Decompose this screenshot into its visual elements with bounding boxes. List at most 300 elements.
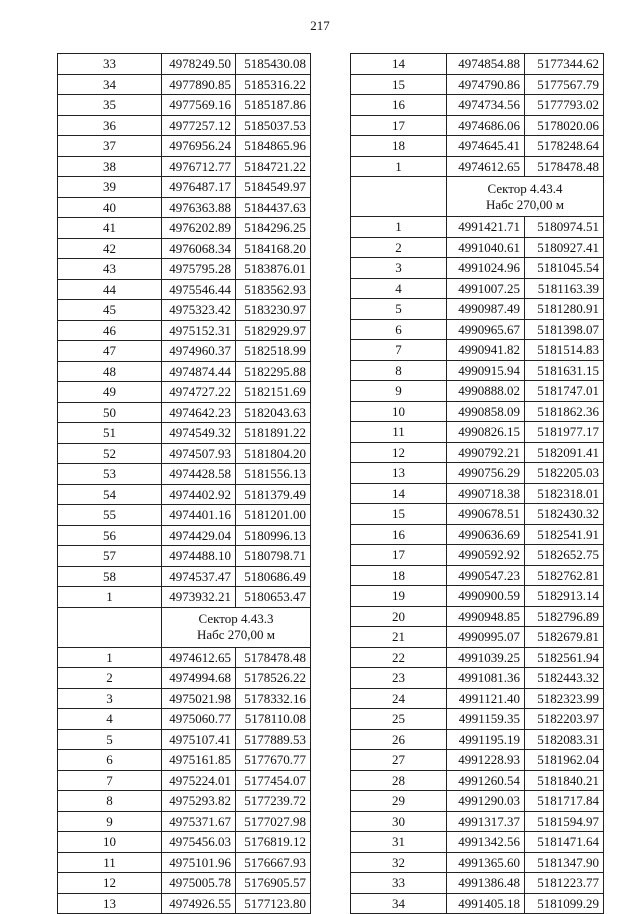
point-number-cell: 13 bbox=[58, 893, 162, 914]
y-coordinate-cell: 5182318.01 bbox=[525, 483, 604, 504]
y-coordinate-cell: 5180974.51 bbox=[525, 217, 604, 238]
point-number-cell: 13 bbox=[351, 463, 447, 484]
table-row bbox=[351, 156, 604, 177]
x-coordinate-cell: 4974926.55 bbox=[162, 893, 236, 914]
x-coordinate-cell: 4990888.02 bbox=[447, 381, 525, 402]
x-coordinate-cell: 4991290.03 bbox=[447, 791, 525, 812]
y-coordinate-cell: 5181747.01 bbox=[525, 381, 604, 402]
page-number: 217 bbox=[310, 18, 330, 33]
y-coordinate-cell: 5178248.64 bbox=[525, 136, 604, 157]
point-number-cell: 23 bbox=[351, 668, 447, 689]
sector-spacer-cell bbox=[58, 607, 162, 647]
y-coordinate-cell: 5181201.00 bbox=[236, 505, 311, 526]
point-number-cell: 57 bbox=[58, 546, 162, 567]
y-coordinate-cell: 5181280.91 bbox=[525, 299, 604, 320]
sector-title: Сектор 4.43.3 bbox=[198, 611, 274, 627]
x-coordinate-cell: 4991386.48 bbox=[447, 873, 525, 894]
y-coordinate-cell: 5182652.75 bbox=[525, 545, 604, 566]
x-coordinate-cell: 4973932.21 bbox=[162, 587, 236, 608]
table-row bbox=[351, 586, 604, 607]
x-coordinate-cell: 4974734.56 bbox=[447, 95, 525, 116]
y-coordinate-cell: 5177567.79 bbox=[525, 74, 604, 95]
x-coordinate-cell: 4976068.34 bbox=[162, 238, 236, 259]
table-row bbox=[351, 504, 604, 525]
point-number-cell: 2 bbox=[351, 237, 447, 258]
x-coordinate-cell: 4991081.36 bbox=[447, 668, 525, 689]
table-row bbox=[351, 237, 604, 258]
x-coordinate-cell: 4990987.49 bbox=[447, 299, 525, 320]
point-number-cell: 34 bbox=[351, 893, 447, 914]
table-row bbox=[58, 505, 311, 526]
table-row bbox=[351, 442, 604, 463]
x-coordinate-cell: 4974507.93 bbox=[162, 443, 236, 464]
table-row bbox=[58, 95, 311, 116]
point-number-cell: 39 bbox=[58, 177, 162, 198]
point-number-cell: 14 bbox=[351, 483, 447, 504]
table-row bbox=[351, 750, 604, 771]
table-row bbox=[351, 668, 604, 689]
x-coordinate-cell: 4991365.60 bbox=[447, 852, 525, 873]
y-coordinate-cell: 5183230.97 bbox=[236, 300, 311, 321]
y-coordinate-cell: 5177889.53 bbox=[236, 729, 311, 750]
point-number-cell: 42 bbox=[58, 238, 162, 259]
table-row bbox=[58, 647, 311, 668]
point-number-cell: 44 bbox=[58, 279, 162, 300]
y-coordinate-cell: 5176667.93 bbox=[236, 852, 311, 873]
y-coordinate-cell: 5181045.54 bbox=[525, 258, 604, 279]
y-coordinate-cell: 5184721.22 bbox=[236, 156, 311, 177]
point-number-cell: 6 bbox=[58, 750, 162, 771]
point-number-cell: 20 bbox=[351, 606, 447, 627]
x-coordinate-cell: 4976712.77 bbox=[162, 156, 236, 177]
table-row bbox=[351, 340, 604, 361]
x-coordinate-cell: 4990858.09 bbox=[447, 401, 525, 422]
x-coordinate-cell: 4990718.38 bbox=[447, 483, 525, 504]
x-coordinate-cell: 4974428.58 bbox=[162, 464, 236, 485]
point-number-cell: 22 bbox=[351, 647, 447, 668]
x-coordinate-cell: 4976202.89 bbox=[162, 218, 236, 239]
y-coordinate-cell: 5177239.72 bbox=[236, 791, 311, 812]
table-row bbox=[351, 360, 604, 381]
point-number-cell: 37 bbox=[58, 136, 162, 157]
point-number-cell: 33 bbox=[58, 54, 162, 75]
table-row bbox=[351, 729, 604, 750]
table-row bbox=[351, 893, 604, 914]
table-row bbox=[351, 811, 604, 832]
table-row bbox=[58, 566, 311, 587]
x-coordinate-cell: 4975161.85 bbox=[162, 750, 236, 771]
point-number-cell: 14 bbox=[351, 54, 447, 75]
point-number-cell: 16 bbox=[351, 95, 447, 116]
y-coordinate-cell: 5181099.29 bbox=[525, 893, 604, 914]
point-number-cell: 1 bbox=[351, 217, 447, 238]
y-coordinate-cell: 5182561.94 bbox=[525, 647, 604, 668]
x-coordinate-cell: 4991024.96 bbox=[447, 258, 525, 279]
table-row bbox=[351, 115, 604, 136]
x-coordinate-cell: 4990900.59 bbox=[447, 586, 525, 607]
table-row bbox=[58, 587, 311, 608]
point-number-cell: 21 bbox=[351, 627, 447, 648]
x-coordinate-cell: 4991228.93 bbox=[447, 750, 525, 771]
y-coordinate-cell: 5177793.02 bbox=[525, 95, 604, 116]
y-coordinate-cell: 5177454.07 bbox=[236, 770, 311, 791]
table-row bbox=[351, 217, 604, 238]
y-coordinate-cell: 5181804.20 bbox=[236, 443, 311, 464]
y-coordinate-cell: 5178478.48 bbox=[236, 647, 311, 668]
y-coordinate-cell: 5178020.06 bbox=[525, 115, 604, 136]
x-coordinate-cell: 4991421.71 bbox=[447, 217, 525, 238]
table-row bbox=[351, 545, 604, 566]
x-coordinate-cell: 4991195.19 bbox=[447, 729, 525, 750]
point-number-cell: 15 bbox=[351, 74, 447, 95]
x-coordinate-cell: 4975101.96 bbox=[162, 852, 236, 873]
x-coordinate-cell: 4991159.35 bbox=[447, 709, 525, 730]
x-coordinate-cell: 4976956.24 bbox=[162, 136, 236, 157]
x-coordinate-cell: 4975152.31 bbox=[162, 320, 236, 341]
x-coordinate-cell: 4974994.68 bbox=[162, 668, 236, 689]
x-coordinate-cell: 4990592.92 bbox=[447, 545, 525, 566]
y-coordinate-cell: 5181379.49 bbox=[236, 484, 311, 505]
table-row bbox=[351, 524, 604, 545]
point-number-cell: 7 bbox=[351, 340, 447, 361]
x-coordinate-cell: 4976487.17 bbox=[162, 177, 236, 198]
table-row bbox=[58, 197, 311, 218]
table-row bbox=[351, 136, 604, 157]
table-row bbox=[351, 791, 604, 812]
point-number-cell: 38 bbox=[58, 156, 162, 177]
sector-header-row bbox=[58, 607, 311, 647]
table-row bbox=[58, 709, 311, 730]
x-coordinate-cell: 4974727.22 bbox=[162, 382, 236, 403]
table-row bbox=[58, 136, 311, 157]
y-coordinate-cell: 5181471.64 bbox=[525, 832, 604, 853]
point-number-cell: 19 bbox=[351, 586, 447, 607]
sector-header-row bbox=[351, 177, 604, 217]
point-number-cell: 29 bbox=[351, 791, 447, 812]
x-coordinate-cell: 4990941.82 bbox=[447, 340, 525, 361]
y-coordinate-cell: 5178526.22 bbox=[236, 668, 311, 689]
table-row bbox=[58, 259, 311, 280]
x-coordinate-cell: 4991260.54 bbox=[447, 770, 525, 791]
table-row bbox=[58, 443, 311, 464]
y-coordinate-cell: 5177670.77 bbox=[236, 750, 311, 771]
y-coordinate-cell: 5180653.47 bbox=[236, 587, 311, 608]
table-row bbox=[351, 278, 604, 299]
x-coordinate-cell: 4974537.47 bbox=[162, 566, 236, 587]
y-coordinate-cell: 5181631.15 bbox=[525, 360, 604, 381]
table-row bbox=[351, 606, 604, 627]
y-coordinate-cell: 5181862.36 bbox=[525, 401, 604, 422]
point-number-cell: 1 bbox=[351, 156, 447, 177]
table-row bbox=[58, 546, 311, 567]
x-coordinate-cell: 4974790.86 bbox=[447, 74, 525, 95]
table-row bbox=[351, 832, 604, 853]
point-number-cell: 58 bbox=[58, 566, 162, 587]
y-coordinate-cell: 5185316.22 bbox=[236, 74, 311, 95]
point-number-cell: 17 bbox=[351, 545, 447, 566]
table-row bbox=[58, 811, 311, 832]
point-number-cell: 46 bbox=[58, 320, 162, 341]
point-number-cell: 16 bbox=[351, 524, 447, 545]
point-number-cell: 10 bbox=[58, 832, 162, 853]
x-coordinate-cell: 4974642.23 bbox=[162, 402, 236, 423]
y-coordinate-cell: 5182430.32 bbox=[525, 504, 604, 525]
x-coordinate-cell: 4975795.28 bbox=[162, 259, 236, 280]
table-row bbox=[58, 484, 311, 505]
y-coordinate-cell: 5181977.17 bbox=[525, 422, 604, 443]
point-number-cell: 51 bbox=[58, 423, 162, 444]
x-coordinate-cell: 4974401.16 bbox=[162, 505, 236, 526]
table-row bbox=[351, 95, 604, 116]
table-row bbox=[58, 54, 311, 75]
x-coordinate-cell: 4991040.61 bbox=[447, 237, 525, 258]
y-coordinate-cell: 5182295.88 bbox=[236, 361, 311, 382]
x-coordinate-cell: 4990547.23 bbox=[447, 565, 525, 586]
x-coordinate-cell: 4977257.12 bbox=[162, 115, 236, 136]
table-row bbox=[351, 258, 604, 279]
y-coordinate-cell: 5182151.69 bbox=[236, 382, 311, 403]
table-row bbox=[58, 341, 311, 362]
point-number-cell: 25 bbox=[351, 709, 447, 730]
point-number-cell: 53 bbox=[58, 464, 162, 485]
y-coordinate-cell: 5183876.01 bbox=[236, 259, 311, 280]
point-number-cell: 50 bbox=[58, 402, 162, 423]
x-coordinate-cell: 4975005.78 bbox=[162, 873, 236, 894]
table-row bbox=[58, 464, 311, 485]
x-coordinate-cell: 4990915.94 bbox=[447, 360, 525, 381]
y-coordinate-cell: 5184437.63 bbox=[236, 197, 311, 218]
table-row bbox=[58, 156, 311, 177]
table-row bbox=[58, 238, 311, 259]
x-coordinate-cell: 4990792.21 bbox=[447, 442, 525, 463]
sector-header bbox=[162, 607, 311, 647]
point-number-cell: 3 bbox=[351, 258, 447, 279]
table-row bbox=[58, 218, 311, 239]
point-number-cell: 1 bbox=[58, 587, 162, 608]
point-number-cell: 12 bbox=[58, 873, 162, 894]
y-coordinate-cell: 5178332.16 bbox=[236, 688, 311, 709]
point-number-cell: 15 bbox=[351, 504, 447, 525]
x-coordinate-cell: 4974874.44 bbox=[162, 361, 236, 382]
x-coordinate-cell: 4978249.50 bbox=[162, 54, 236, 75]
y-coordinate-cell: 5182443.32 bbox=[525, 668, 604, 689]
point-number-cell: 30 bbox=[351, 811, 447, 832]
point-number-cell: 2 bbox=[58, 668, 162, 689]
y-coordinate-cell: 5180686.49 bbox=[236, 566, 311, 587]
x-coordinate-cell: 4975224.01 bbox=[162, 770, 236, 791]
table-row bbox=[58, 300, 311, 321]
table-row bbox=[351, 381, 604, 402]
table-row bbox=[58, 832, 311, 853]
table-row bbox=[351, 74, 604, 95]
table-row bbox=[58, 402, 311, 423]
table-row bbox=[351, 770, 604, 791]
table-row bbox=[351, 299, 604, 320]
y-coordinate-cell: 5181347.90 bbox=[525, 852, 604, 873]
table-row bbox=[351, 54, 604, 75]
y-coordinate-cell: 5181514.83 bbox=[525, 340, 604, 361]
y-coordinate-cell: 5182518.99 bbox=[236, 341, 311, 362]
x-coordinate-cell: 4974960.37 bbox=[162, 341, 236, 362]
table-row bbox=[351, 873, 604, 894]
y-coordinate-cell: 5178110.08 bbox=[236, 709, 311, 730]
point-number-cell: 24 bbox=[351, 688, 447, 709]
point-number-cell: 18 bbox=[351, 136, 447, 157]
y-coordinate-cell: 5182796.89 bbox=[525, 606, 604, 627]
x-coordinate-cell: 4974549.32 bbox=[162, 423, 236, 444]
point-number-cell: 18 bbox=[351, 565, 447, 586]
x-coordinate-cell: 4976363.88 bbox=[162, 197, 236, 218]
x-coordinate-cell: 4991342.56 bbox=[447, 832, 525, 853]
y-coordinate-cell: 5182929.97 bbox=[236, 320, 311, 341]
table-row bbox=[58, 423, 311, 444]
x-coordinate-cell: 4975323.42 bbox=[162, 300, 236, 321]
y-coordinate-cell: 5181594.97 bbox=[525, 811, 604, 832]
point-number-cell: 55 bbox=[58, 505, 162, 526]
point-number-cell: 11 bbox=[58, 852, 162, 873]
table-row bbox=[58, 770, 311, 791]
x-coordinate-cell: 4974645.41 bbox=[447, 136, 525, 157]
y-coordinate-cell: 5177123.80 bbox=[236, 893, 311, 914]
x-coordinate-cell: 4991405.18 bbox=[447, 893, 525, 914]
point-number-cell: 8 bbox=[351, 360, 447, 381]
x-coordinate-cell: 4977890.85 bbox=[162, 74, 236, 95]
point-number-cell: 54 bbox=[58, 484, 162, 505]
table-row bbox=[58, 852, 311, 873]
table-row bbox=[351, 319, 604, 340]
point-number-cell: 40 bbox=[58, 197, 162, 218]
x-coordinate-cell: 4975293.82 bbox=[162, 791, 236, 812]
point-number-cell: 8 bbox=[58, 791, 162, 812]
y-coordinate-cell: 5182323.99 bbox=[525, 688, 604, 709]
point-number-cell: 9 bbox=[351, 381, 447, 402]
point-number-cell: 4 bbox=[351, 278, 447, 299]
sector-title: Сектор 4.43.4 bbox=[487, 180, 563, 196]
point-number-cell: 34 bbox=[58, 74, 162, 95]
x-coordinate-cell: 4975371.67 bbox=[162, 811, 236, 832]
x-coordinate-cell: 4991039.25 bbox=[447, 647, 525, 668]
x-coordinate-cell: 4975107.41 bbox=[162, 729, 236, 750]
y-coordinate-cell: 5185430.08 bbox=[236, 54, 311, 75]
x-coordinate-cell: 4974402.92 bbox=[162, 484, 236, 505]
x-coordinate-cell: 4975456.03 bbox=[162, 832, 236, 853]
table-row bbox=[58, 688, 311, 709]
point-number-cell: 43 bbox=[58, 259, 162, 280]
point-number-cell: 52 bbox=[58, 443, 162, 464]
table-row bbox=[58, 361, 311, 382]
x-coordinate-cell: 4990826.15 bbox=[447, 422, 525, 443]
point-number-cell: 10 bbox=[351, 401, 447, 422]
table-row bbox=[58, 893, 311, 914]
y-coordinate-cell: 5182762.81 bbox=[525, 565, 604, 586]
x-coordinate-cell: 4975546.44 bbox=[162, 279, 236, 300]
right-table-body bbox=[351, 54, 604, 914]
point-number-cell: 26 bbox=[351, 729, 447, 750]
point-number-cell: 56 bbox=[58, 525, 162, 546]
y-coordinate-cell: 5181398.07 bbox=[525, 319, 604, 340]
sector-height: Набс 270,00 м bbox=[196, 627, 276, 642]
point-number-cell: 32 bbox=[351, 852, 447, 873]
point-number-cell: 47 bbox=[58, 341, 162, 362]
y-coordinate-cell: 5182205.03 bbox=[525, 463, 604, 484]
table-row bbox=[351, 647, 604, 668]
table-row bbox=[58, 279, 311, 300]
point-number-cell: 5 bbox=[58, 729, 162, 750]
table-row bbox=[58, 750, 311, 771]
y-coordinate-cell: 5176819.12 bbox=[236, 832, 311, 853]
y-coordinate-cell: 5182541.91 bbox=[525, 524, 604, 545]
table-row bbox=[58, 791, 311, 812]
x-coordinate-cell: 4990636.69 bbox=[447, 524, 525, 545]
point-number-cell: 11 bbox=[351, 422, 447, 443]
x-coordinate-cell: 4974612.65 bbox=[447, 156, 525, 177]
x-coordinate-cell: 4974686.06 bbox=[447, 115, 525, 136]
y-coordinate-cell: 5181223.77 bbox=[525, 873, 604, 894]
point-number-cell: 4 bbox=[58, 709, 162, 730]
x-coordinate-cell: 4990995.07 bbox=[447, 627, 525, 648]
point-number-cell: 17 bbox=[351, 115, 447, 136]
y-coordinate-cell: 5183562.93 bbox=[236, 279, 311, 300]
point-number-cell: 6 bbox=[351, 319, 447, 340]
point-number-cell: 41 bbox=[58, 218, 162, 239]
y-coordinate-cell: 5181163.39 bbox=[525, 278, 604, 299]
table-row bbox=[58, 382, 311, 403]
x-coordinate-cell: 4991317.37 bbox=[447, 811, 525, 832]
x-coordinate-cell: 4991007.25 bbox=[447, 278, 525, 299]
right-coordinates-table bbox=[350, 53, 604, 914]
point-number-cell: 33 bbox=[351, 873, 447, 894]
table-row bbox=[351, 422, 604, 443]
x-coordinate-cell: 4974429.04 bbox=[162, 525, 236, 546]
y-coordinate-cell: 5177027.98 bbox=[236, 811, 311, 832]
table-row bbox=[351, 463, 604, 484]
y-coordinate-cell: 5182091.41 bbox=[525, 442, 604, 463]
y-coordinate-cell: 5180996.13 bbox=[236, 525, 311, 546]
y-coordinate-cell: 5176905.57 bbox=[236, 873, 311, 894]
x-coordinate-cell: 4977569.16 bbox=[162, 95, 236, 116]
y-coordinate-cell: 5182679.81 bbox=[525, 627, 604, 648]
point-number-cell: 12 bbox=[351, 442, 447, 463]
y-coordinate-cell: 5184168.20 bbox=[236, 238, 311, 259]
table-row bbox=[351, 401, 604, 422]
y-coordinate-cell: 5177344.62 bbox=[525, 54, 604, 75]
table-row bbox=[58, 873, 311, 894]
point-number-cell: 5 bbox=[351, 299, 447, 320]
point-number-cell: 3 bbox=[58, 688, 162, 709]
point-number-cell: 31 bbox=[351, 832, 447, 853]
x-coordinate-cell: 4975021.98 bbox=[162, 688, 236, 709]
y-coordinate-cell: 5182083.31 bbox=[525, 729, 604, 750]
left-coordinates-table bbox=[57, 53, 311, 914]
y-coordinate-cell: 5184549.97 bbox=[236, 177, 311, 198]
table-row bbox=[351, 483, 604, 504]
point-number-cell: 9 bbox=[58, 811, 162, 832]
y-coordinate-cell: 5182043.63 bbox=[236, 402, 311, 423]
y-coordinate-cell: 5180927.41 bbox=[525, 237, 604, 258]
table-row bbox=[58, 729, 311, 750]
point-number-cell: 28 bbox=[351, 770, 447, 791]
point-number-cell: 36 bbox=[58, 115, 162, 136]
y-coordinate-cell: 5181840.21 bbox=[525, 770, 604, 791]
table-row bbox=[58, 320, 311, 341]
table-row bbox=[58, 115, 311, 136]
point-number-cell: 27 bbox=[351, 750, 447, 771]
table-row bbox=[351, 709, 604, 730]
y-coordinate-cell: 5181962.04 bbox=[525, 750, 604, 771]
point-number-cell: 7 bbox=[58, 770, 162, 791]
y-coordinate-cell: 5182913.14 bbox=[525, 586, 604, 607]
point-number-cell: 45 bbox=[58, 300, 162, 321]
